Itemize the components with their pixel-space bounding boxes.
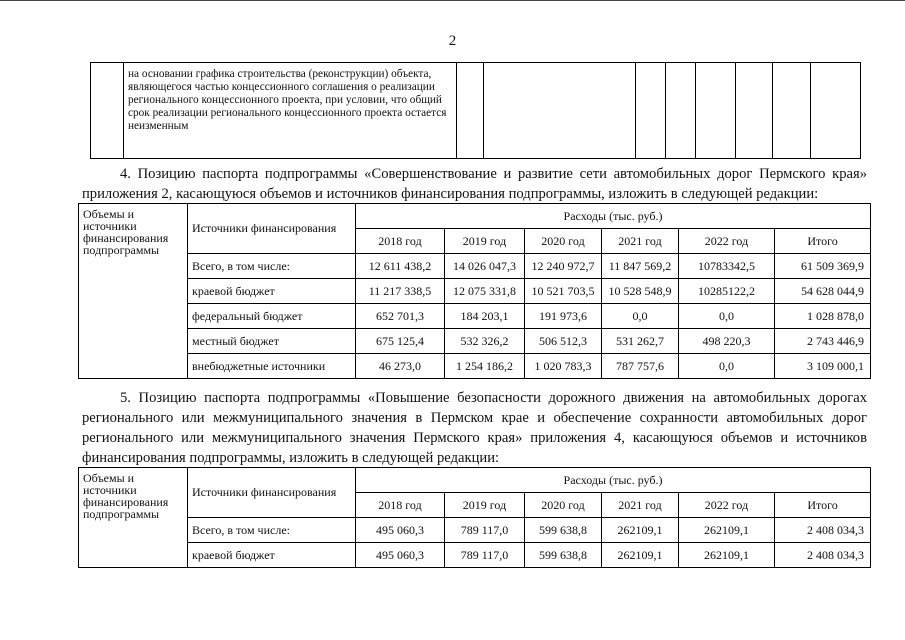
previous-table bbox=[90, 62, 861, 159]
cell: 506 512,3 bbox=[525, 329, 602, 354]
financing-table-2 bbox=[78, 467, 871, 568]
paragraph-4 bbox=[82, 164, 867, 204]
year-header: 2019 год bbox=[445, 493, 525, 518]
cell: 495 060,3 bbox=[356, 518, 445, 543]
cell: 54 628 044,9 bbox=[775, 279, 871, 304]
table-row bbox=[79, 279, 871, 304]
cell: 61 509 369,9 bbox=[775, 254, 871, 279]
cell: 789 117,0 bbox=[445, 518, 525, 543]
cell: 789 117,0 bbox=[445, 543, 525, 568]
year-header: 2021 год bbox=[602, 229, 679, 254]
table-row bbox=[91, 63, 861, 159]
year-header: 2022 год bbox=[679, 229, 775, 254]
paragraph-4-text: 4. Позицию паспорта подпрограммы «Совершенствование и развитие сети автомобильных дорог Пермского края» приложения 2, касающуюся объемов и источников финансирования подпрограммы, изложить в следующей редакции: bbox=[82, 166, 867, 202]
row-label: Всего, в том числе: bbox=[188, 254, 356, 279]
cell: 531 262,7 bbox=[602, 329, 679, 354]
total-header: Итого bbox=[775, 229, 871, 254]
cell: 10 528 548,9 bbox=[602, 279, 679, 304]
cell: 675 125,4 bbox=[356, 329, 445, 354]
cell: 532 326,2 bbox=[445, 329, 525, 354]
cell: 1 254 186,2 bbox=[445, 354, 525, 379]
sources-header: Источники финансирования bbox=[188, 204, 356, 254]
cell: 184 203,1 bbox=[445, 304, 525, 329]
year-header: 2020 год bbox=[525, 229, 602, 254]
year-header: 2018 год bbox=[356, 493, 445, 518]
expenses-header: Расходы (тыс. руб.) bbox=[356, 468, 871, 493]
cell: 262109,1 bbox=[679, 543, 775, 568]
cell: 495 060,3 bbox=[356, 543, 445, 568]
cell: 10 521 703,5 bbox=[525, 279, 602, 304]
table-row bbox=[79, 543, 871, 568]
cell: 0,0 bbox=[679, 304, 775, 329]
cell: 787 757,6 bbox=[602, 354, 679, 379]
volumes-header: Объемы и источники финансирования подпрограммы bbox=[79, 468, 188, 568]
row-label: краевой бюджет bbox=[188, 279, 356, 304]
cell: 599 638,8 bbox=[525, 543, 602, 568]
cell: 262109,1 bbox=[602, 518, 679, 543]
volumes-header: Объемы и источники финансирования подпрограммы bbox=[79, 204, 188, 379]
table-row bbox=[79, 204, 871, 229]
cell: 10285122,2 bbox=[679, 279, 775, 304]
cell: 2 408 034,3 bbox=[775, 543, 871, 568]
table-row bbox=[79, 329, 871, 354]
year-header: 2018 год bbox=[356, 229, 445, 254]
row-label: краевой бюджет bbox=[188, 543, 356, 568]
cell: 3 109 000,1 bbox=[775, 354, 871, 379]
year-header: 2022 год bbox=[679, 493, 775, 518]
cell: 2 408 034,3 bbox=[775, 518, 871, 543]
row-label: местный бюджет bbox=[188, 329, 356, 354]
total-header: Итого bbox=[775, 493, 871, 518]
row-label: Всего, в том числе: bbox=[188, 518, 356, 543]
cell: 14 026 047,3 bbox=[445, 254, 525, 279]
cell: 2 743 446,9 bbox=[775, 329, 871, 354]
year-header: 2020 год bbox=[525, 493, 602, 518]
sources-header: Источники финансирования bbox=[188, 468, 356, 518]
table-row bbox=[79, 254, 871, 279]
cell: 652 701,3 bbox=[356, 304, 445, 329]
paragraph-5 bbox=[82, 388, 867, 468]
cell: 11 217 338,5 bbox=[356, 279, 445, 304]
cell: 10783342,5 bbox=[679, 254, 775, 279]
cell: 11 847 569,2 bbox=[602, 254, 679, 279]
paragraph-5-text: 5. Позицию паспорта подпрограммы «Повышение безопасности дорожного движения на автомобильных дорогах регионального или межмуниципального значения в Пермском крае и обеспечение сохранности автомобильных дорог регионального или межмуниципального значения Пермского края» приложения 4, касающуюся объемов и источников финансирования подпрограммы, изложить в следующей редакции: bbox=[82, 390, 867, 466]
expenses-header: Расходы (тыс. руб.) bbox=[356, 204, 871, 229]
table-row bbox=[79, 354, 871, 379]
cell: 1 020 783,3 bbox=[525, 354, 602, 379]
top-rule bbox=[0, 0, 905, 1]
year-header: 2019 год bbox=[445, 229, 525, 254]
cell: 46 273,0 bbox=[356, 354, 445, 379]
table-row bbox=[79, 304, 871, 329]
cell: 12 611 438,2 bbox=[356, 254, 445, 279]
cell: 262109,1 bbox=[602, 543, 679, 568]
cell: 191 973,6 bbox=[525, 304, 602, 329]
cell: 0,0 bbox=[602, 304, 679, 329]
row-label: внебюджетные источники bbox=[188, 354, 356, 379]
table-row bbox=[79, 468, 871, 493]
cell: 0,0 bbox=[679, 354, 775, 379]
row-label: федеральный бюджет bbox=[188, 304, 356, 329]
cell: 262109,1 bbox=[679, 518, 775, 543]
cell: 599 638,8 bbox=[525, 518, 602, 543]
financing-table-1 bbox=[78, 203, 871, 379]
cell: 12 075 331,8 bbox=[445, 279, 525, 304]
table-row bbox=[79, 518, 871, 543]
page-number: 2 bbox=[448, 33, 457, 49]
cell: 1 028 878,0 bbox=[775, 304, 871, 329]
year-header: 2021 год bbox=[602, 493, 679, 518]
previous-table-text: на основании графика строительства (реконструкции) объекта, являющегося частью концессионного соглашения о реализации регионального концессионного проекта, при условии, что общий срок реализации регионального концессионного проекта остается неизменным bbox=[124, 63, 457, 159]
cell: 498 220,3 bbox=[679, 329, 775, 354]
cell: 12 240 972,7 bbox=[525, 254, 602, 279]
